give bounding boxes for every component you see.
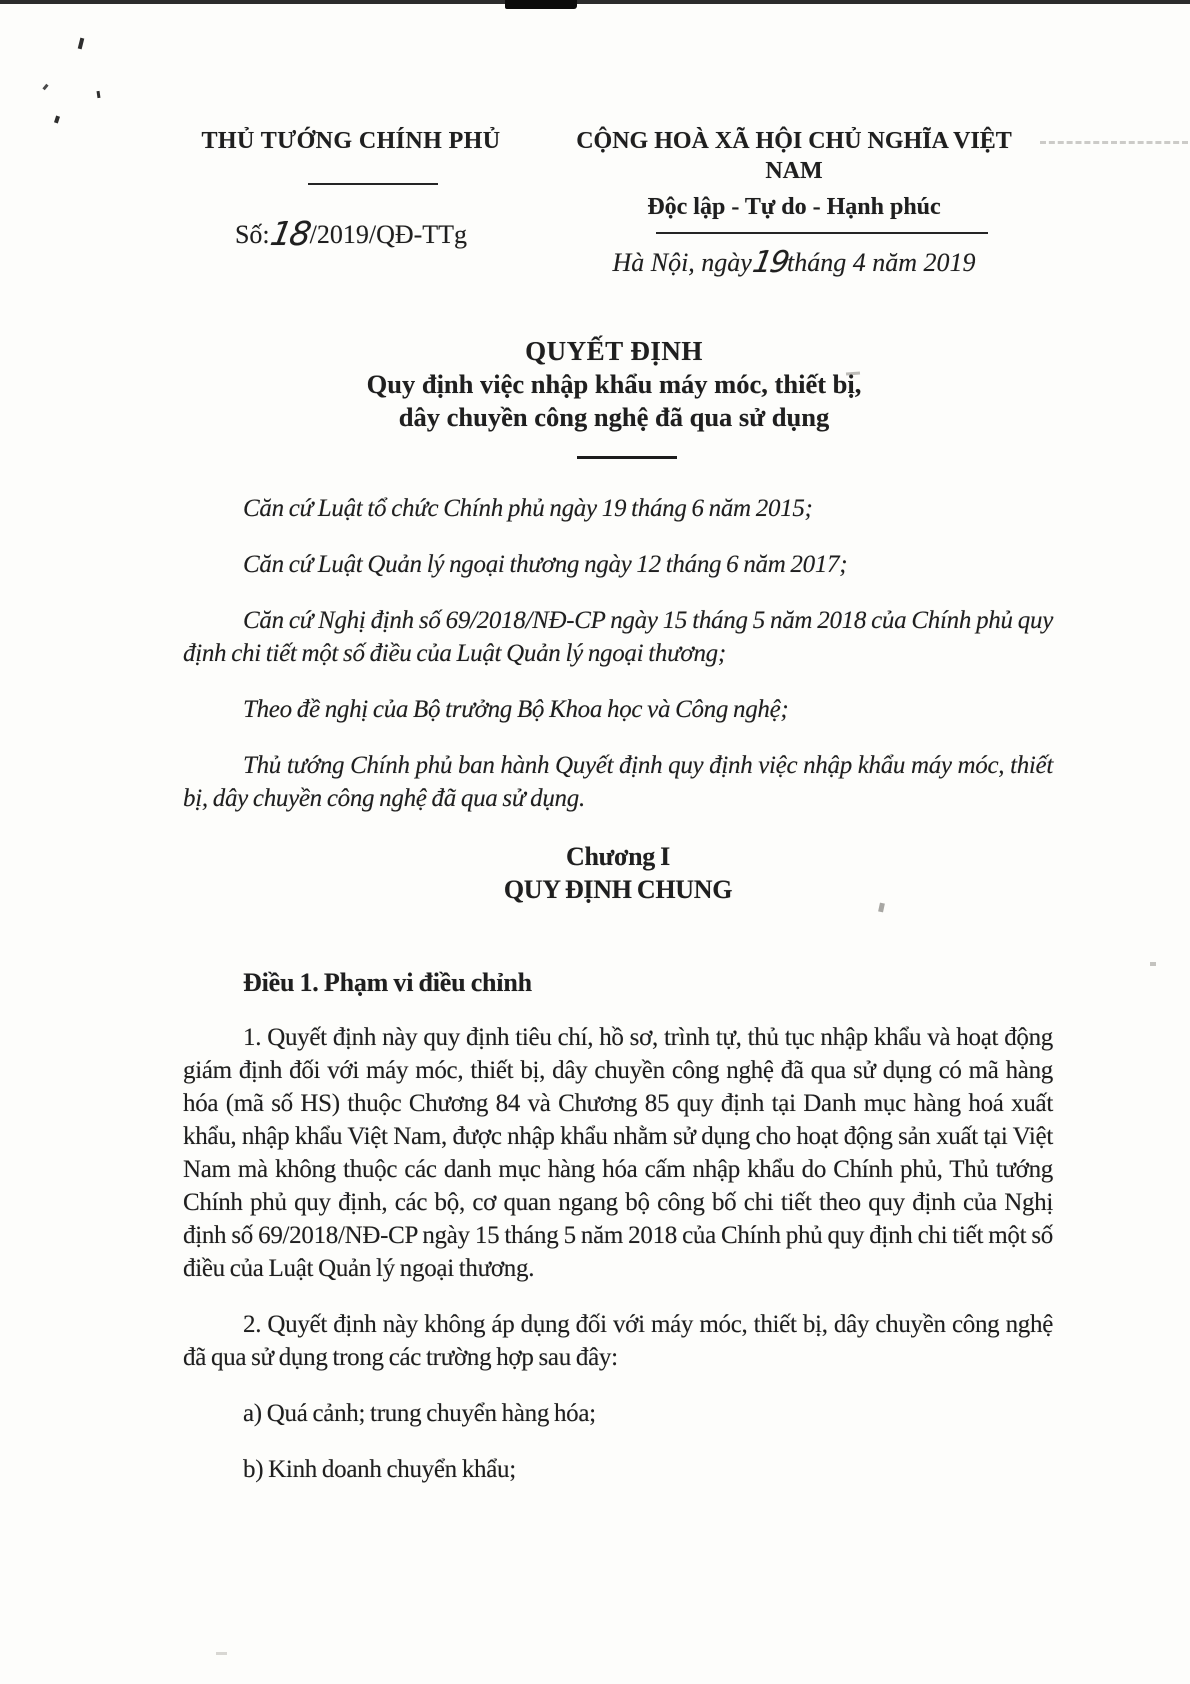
scan-gray-mark (1150, 962, 1156, 966)
national-header-block (558, 126, 1030, 279)
scan-speck (78, 38, 85, 50)
preamble-paragraph: Căn cứ Luật Quản lý ngoại thương ngày 12 tháng 6 năm 2017; (243, 551, 848, 578)
document-title-block (183, 335, 1045, 459)
preamble-paragraph: Căn cứ Luật tổ chức Chính phủ ngày 19 tháng 6 năm 2015; (243, 495, 813, 522)
preamble-paragraph: Căn cứ Nghị định số 69/2018/NĐ-CP ngày 15 tháng 5 năm 2018 của Chính phủ quy định chi tiết một số điều của Luật Quản lý ngoại thương; (183, 607, 1053, 667)
place-date-prefix: Hà Nội, ngày (612, 248, 752, 277)
scan-speck (97, 91, 101, 98)
date-day-handwritten: 19 (749, 245, 791, 280)
document-subject-line2: dây chuyền công nghệ đã qua sử dụng (398, 402, 830, 432)
scan-gray-mark (216, 1652, 227, 1655)
scan-speck (54, 116, 60, 124)
chapter-name: QUY ĐỊNH CHUNG (503, 875, 733, 904)
article-1-clause-2: 2. Quyết định này không áp dụng đối với máy móc, thiết bị, dây chuyền công nghệ đã qua sử dụng trong các trường hợp sau đây: (183, 1311, 1053, 1371)
issuer-block (158, 126, 544, 251)
document-number-handwritten: 18 (267, 214, 313, 253)
scan-speck (42, 84, 48, 91)
place-and-date (558, 246, 1030, 279)
scan-gray-dash (1040, 141, 1188, 144)
scan-top-edge-line (0, 0, 1190, 4)
motto-underline (656, 232, 988, 234)
scan-top-edge-blob (505, 0, 577, 9)
issuer-underline (308, 183, 438, 185)
issuer-name: THỦ TƯỚNG CHÍNH PHỦ (201, 128, 501, 154)
chapter-number: Chương I (566, 842, 670, 871)
document-number (158, 215, 544, 251)
document-body (183, 492, 1053, 1509)
place-date-suffix: tháng 4 năm 2019 (787, 248, 976, 277)
article-1-clause-1: 1. Quyết định này quy định tiêu chí, hồ sơ, trình tự, thủ tục nhập khẩu và hoạt động giám định đối với máy móc, thiết bị, dây chuyền công nghệ đã qua sử dụng có mã hàng hóa (mã số HS) thuộc Chương 84 và Chương 85 quy định tại Danh mục hàng hoá xuất khẩu, nhập khẩu Việt Nam, được nhập khẩu nhằm sử dụng cho hoạt động sản xuất tại Việt Nam mà không thuộc các danh mục hàng hóa cấm nhập khẩu do Chính phủ, Thủ tướng Chính phủ quy định, các bộ, cơ quan ngang bộ công bố chi tiết theo quy định của Nghị định số 69/2018/NĐ-CP ngày 15 tháng 5 năm 2018 của Chính phủ quy định chi tiết một số điều của Luật Quản lý ngoại thương. (183, 1024, 1053, 1282)
preamble-paragraph: Thủ tướng Chính phủ ban hành Quyết định quy định việc nhập khẩu máy móc, thiết bị, dây chuyền công nghệ đã qua sử dụng. (183, 752, 1053, 812)
chapter-heading (183, 840, 1053, 906)
document-number-prefix: Số: (234, 220, 270, 249)
document-kind: QUYẾT ĐỊNH (525, 336, 703, 366)
national-motto: Độc lập - Tự do - Hạnh phúc (647, 194, 941, 220)
document-number-suffix: /2019/QĐ-TTg (309, 220, 468, 249)
article-1-item-a: a) Quá cảnh; trung chuyển hàng hóa; (243, 1400, 596, 1427)
title-underline (577, 456, 677, 459)
article-1-heading: Điều 1. Phạm vi điều chỉnh (243, 968, 532, 997)
document-subject-line1: Quy định việc nhập khẩu máy móc, thiết bị, (366, 369, 862, 399)
article-1-item-b: b) Kinh doanh chuyển khẩu; (243, 1456, 516, 1483)
national-title: CỘNG HOÀ XÃ HỘI CHỦ NGHĨA VIỆT NAM (576, 128, 1012, 184)
preamble-paragraph: Theo đề nghị của Bộ trưởng Bộ Khoa học và Công nghệ; (243, 696, 789, 723)
